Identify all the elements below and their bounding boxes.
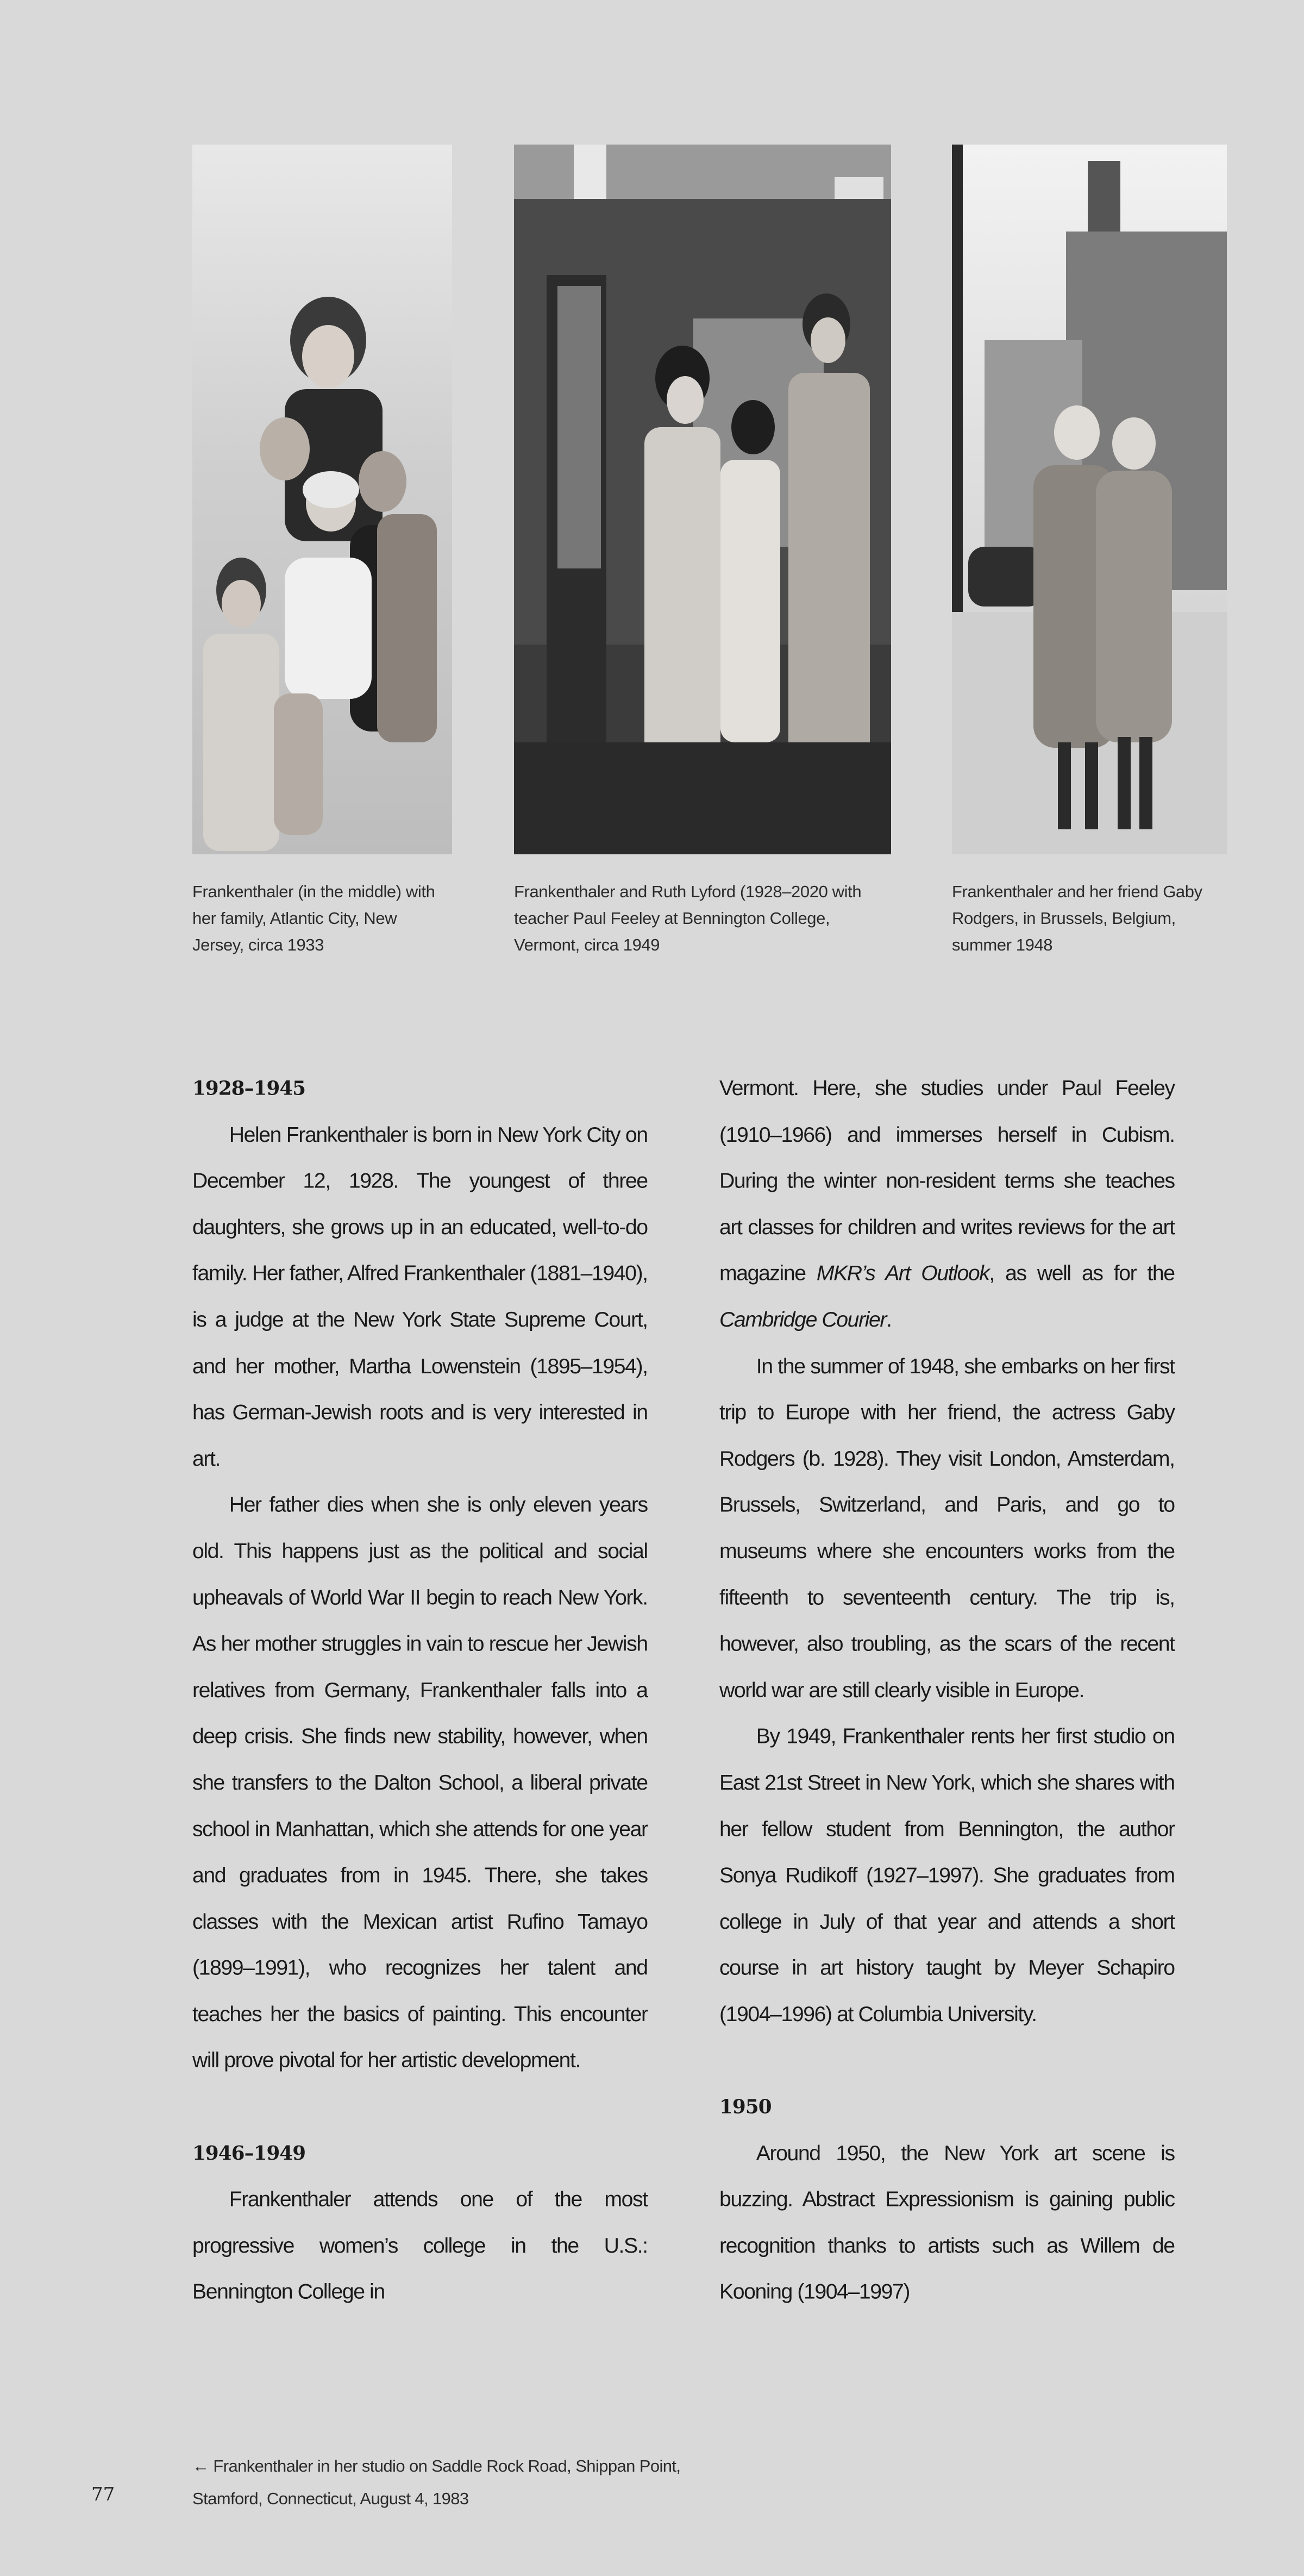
paragraph: Around 1950, the New York art scene is buzzing. Abstract Expressionism is gaining public recognition thanks to artists such as Willem de Kooning (1904–1997) [719, 2141, 1175, 2304]
photo-bennington-studio [514, 145, 891, 854]
paragraph: Helen Frankenthaler is born in New York City on December 12, 1928. The youngest of three daughters, she grows up in an educated, well-to-do family. Her father, Alfred Frankenthaler (1881–1940), is a judge at the New York State Supreme Court, and her mother, Martha Lowenstein (1895–1954), has German-Jewish roots and is very interested in art. [192, 1122, 648, 1471]
paragraph: Her father dies when she is only eleven years old. This happens just as the political and social upheavals of World War II begin to reach New York. As her mother struggles in vain to rescue her Jewish relatives from Germany, Frankenthaler falls into a deep crisis. She finds new stability, however, when she transfers to the Dalton School, a liberal private school in Manhattan, which she attends for one year and graduates from in 1945. There, she takes classes with the Mexican artist Rufino Tamayo (1899–1991), who recognizes her talent and teaches her the basics of painting. This encounter will prove pivotal for her artistic development. [192, 1493, 648, 2073]
paragraph-text: Vermont. Here, she studies under Paul Feeley (1910–1966) and immerses herself in Cubism. During the winter non-resident terms she teaches art classes for children and writes reviews for the art magazine [719, 1076, 1175, 1285]
magazine-title: MKR’s Art Outlook [816, 1261, 989, 1285]
photo-caption: Frankenthaler (in the middle) with her family, Atlantic City, New Jersey, circa 1933 [192, 882, 435, 954]
photo-brussels [952, 145, 1227, 854]
text-column-left [192, 1065, 648, 2315]
photo-caption: Frankenthaler and Ruth Lyford (1928–2020 with teacher Paul Feeley at Bennington College, Vermont, circa 1949 [514, 882, 862, 954]
section-heading: 1928–1945 [192, 1077, 306, 1100]
text-column-right [719, 1065, 1175, 2315]
section-heading: 1946–1949 [192, 2141, 306, 2165]
paragraph: By 1949, Frankenthaler rents her first studio on East 21st Street in New York, which she shares with her fellow student from Bennington, the author Sonya Rudikoff (1927–1997). She graduates from college in July of that year and attends a short course in art history taught by Meyer Schapiro (1904–1996) at Columbia University. [719, 1724, 1175, 2026]
paragraph-text: . [886, 1308, 892, 1332]
paragraph: Frankenthaler attends one of the most progressive women’s college in the U.S.: Bennington College in [192, 2187, 648, 2304]
section-heading: 1950 [719, 2095, 772, 2118]
newspaper-title: Cambridge Courier [719, 1308, 887, 1332]
photo-caption: Frankenthaler and her friend Gaby Rodgers, in Brussels, Belgium, summer 1948 [952, 882, 1202, 954]
photo-family-image [192, 145, 452, 854]
footer-caption: ← Frankenthaler in her studio on Saddle Rock Road, Shippan Point, Stamford, Connecticut, August 4, 1983 [192, 2456, 681, 2508]
photo-brussels-image [952, 145, 1227, 854]
paragraph-text: , as well as for the [989, 1261, 1175, 1285]
photo-studio-image [514, 145, 891, 854]
paragraph [719, 1065, 1175, 1343]
photo-family-atlantic-city [192, 145, 452, 854]
page-number: 77 [91, 2484, 115, 2505]
paragraph: In the summer of 1948, she embarks on her first trip to Europe with her friend, the actress Gaby Rodgers (b. 1928). They visit London, Amsterdam, Brussels, Switzerland, and Paris, and go to museums where she encounters works from the fifteenth to seventeenth century. The trip is, however, also troubling, as the scars of the recent world war are still clearly visible in Europe. [719, 1354, 1175, 1702]
